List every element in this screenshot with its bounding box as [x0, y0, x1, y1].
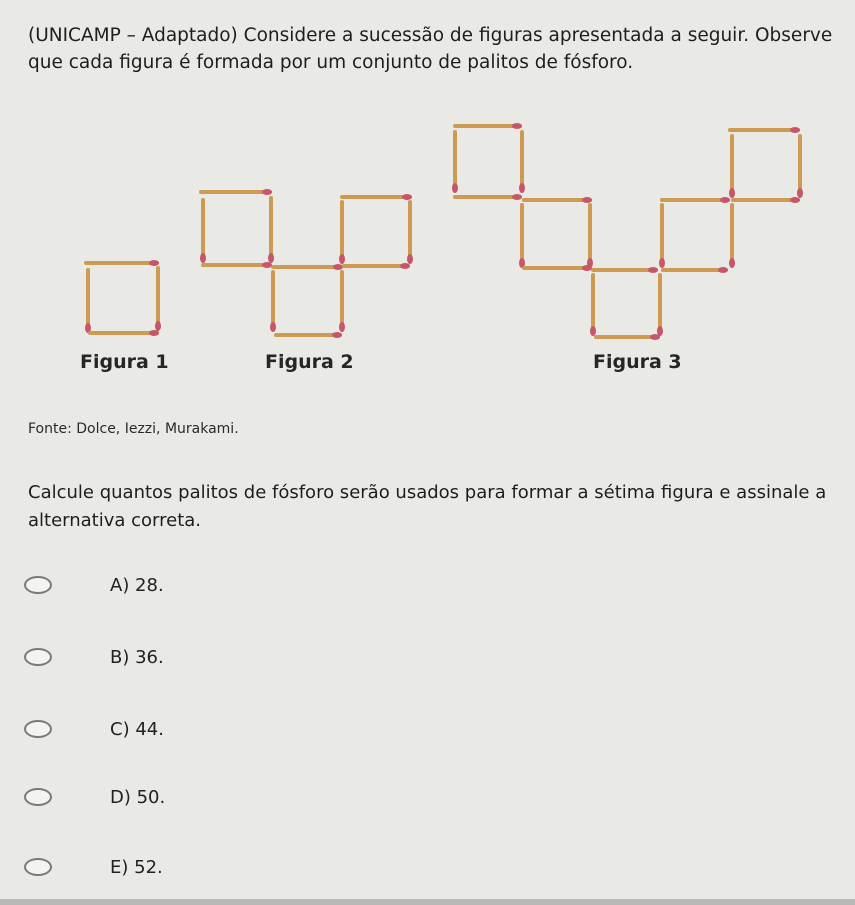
match-head: [407, 254, 413, 264]
match-head: [339, 322, 345, 332]
match-head: [200, 253, 206, 263]
option-d[interactable]: [24, 777, 324, 817]
match-head: [790, 197, 800, 203]
match-head: [402, 194, 412, 200]
match-head: [149, 330, 159, 336]
match-head: [512, 123, 522, 129]
match-head: [155, 321, 161, 331]
match-head: [720, 197, 730, 203]
option-label: A) 28.: [110, 574, 164, 596]
option-label: B) 36.: [110, 646, 164, 668]
question-text: (UNICAMP – Adaptado) Considere a sucessão de figuras apresentada a seguir. Observe que cada figura é formada por um conjunto de palitos de fósforo.: [28, 25, 833, 73]
radio-circle-icon[interactable]: [24, 858, 52, 876]
match-head: [582, 265, 592, 271]
match-head: [797, 188, 803, 198]
match-head: [582, 197, 592, 203]
match-head: [452, 183, 458, 193]
radio-circle-icon[interactable]: [24, 576, 52, 594]
matchstick-figures: [0, 0, 855, 400]
radio-circle-icon[interactable]: [24, 648, 52, 666]
option-label: D) 50.: [110, 786, 166, 808]
source-citation: Fonte: Dolce, Iezzi, Murakami.: [28, 421, 239, 437]
match-head: [400, 263, 410, 269]
option-e[interactable]: [24, 847, 324, 887]
match-head: [262, 262, 272, 268]
figure-1-label: Figura 1: [80, 351, 169, 373]
match-head: [729, 258, 735, 268]
figure-2-label: Figura 2: [265, 351, 354, 373]
option-a[interactable]: [24, 565, 324, 605]
figure-3-label: Figura 3: [593, 351, 682, 373]
match-head: [790, 127, 800, 133]
match-head: [648, 267, 658, 273]
option-label: C) 44.: [110, 718, 164, 740]
match-head: [590, 326, 596, 336]
match-head: [268, 253, 274, 263]
radio-circle-icon[interactable]: [24, 720, 52, 738]
match-head: [332, 332, 342, 338]
match-head: [519, 183, 525, 193]
match-head: [339, 254, 345, 264]
match-head: [149, 260, 159, 266]
match-head: [270, 322, 276, 332]
option-label: E) 52.: [110, 856, 163, 878]
match-head: [512, 194, 522, 200]
match-head: [650, 334, 660, 340]
match-head: [657, 326, 663, 336]
option-b[interactable]: [24, 637, 324, 677]
match-head: [729, 188, 735, 198]
match-head: [718, 267, 728, 273]
match-head: [659, 258, 665, 268]
page-bottom-bar: [0, 899, 855, 905]
radio-circle-icon[interactable]: [24, 788, 52, 806]
match-head: [333, 264, 343, 270]
match-head: [262, 189, 272, 195]
option-c[interactable]: [24, 709, 324, 749]
instruction-text: Calcule quantos palitos de fósforo serão usados para formar a sétima figura e assinale a alternativa correta.: [28, 482, 827, 531]
